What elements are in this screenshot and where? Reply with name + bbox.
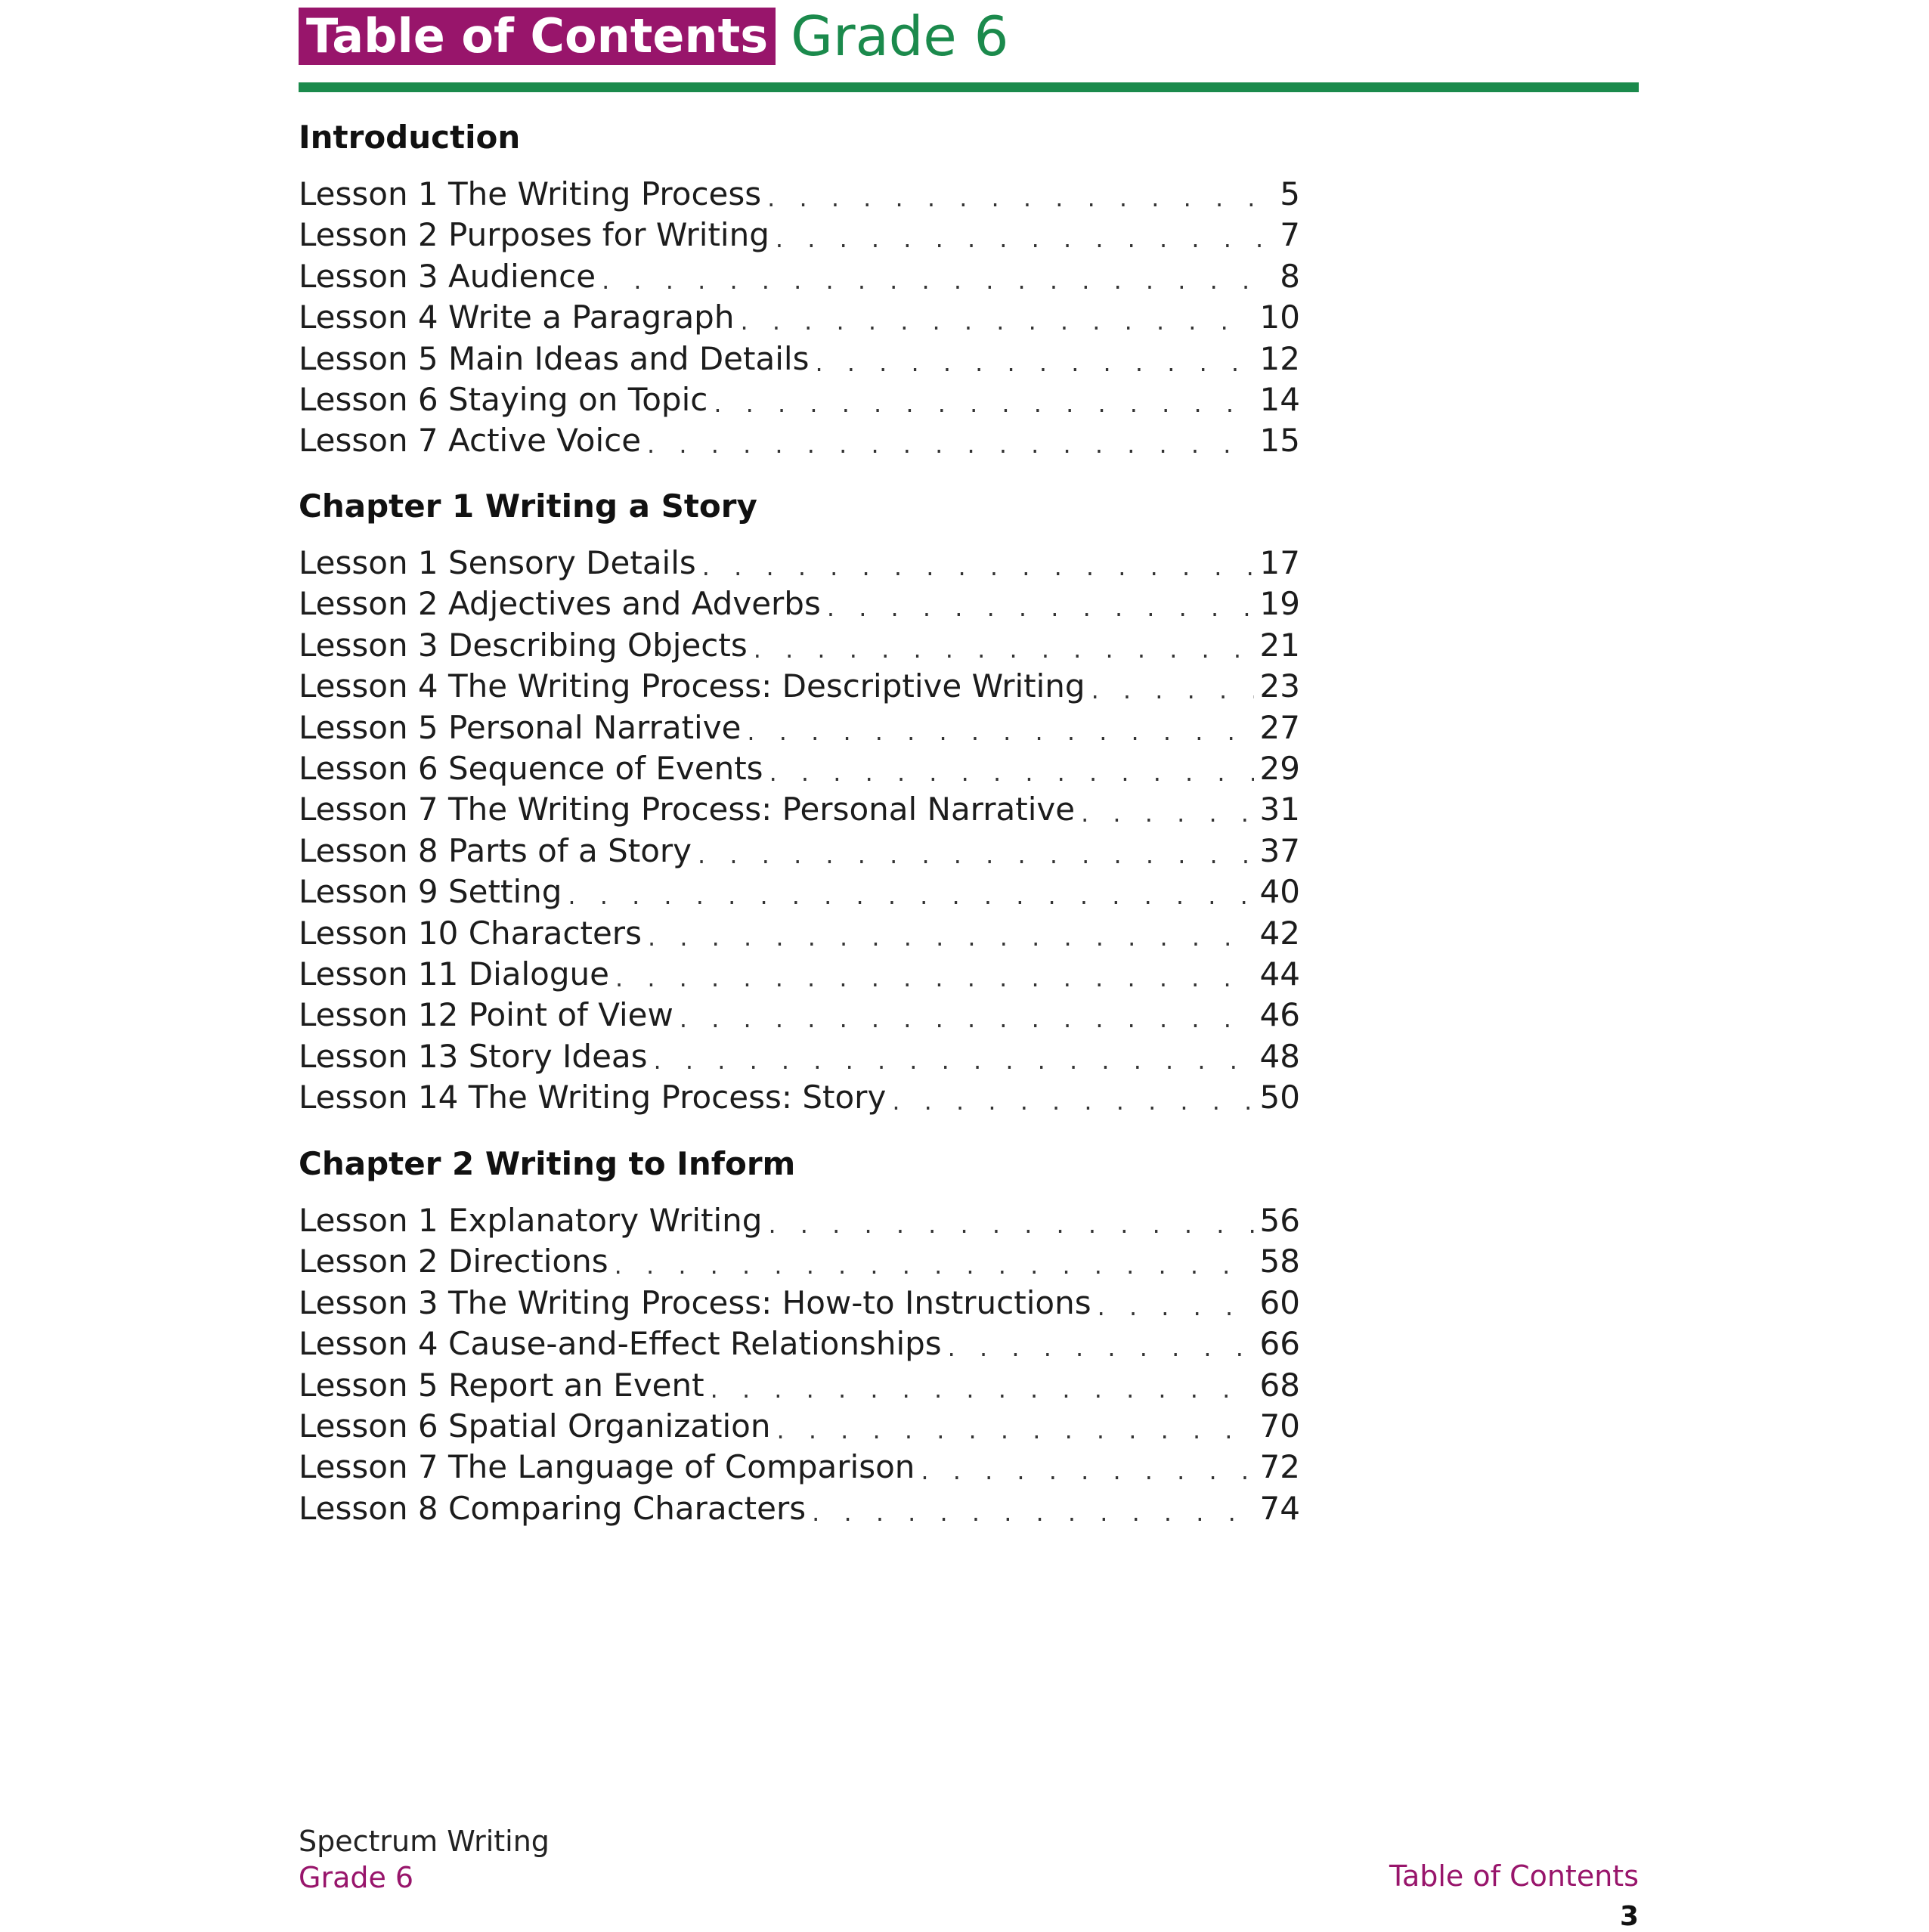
footer-book-title: Spectrum Writing bbox=[299, 1825, 550, 1858]
toc-entry-label: Lesson 2 Directions bbox=[299, 1243, 608, 1280]
toc-entry-label: Lesson 8 Parts of a Story bbox=[299, 831, 692, 869]
toc-entry-label: Lesson 12 Point of View bbox=[299, 996, 673, 1034]
toc-entry bbox=[299, 256, 1300, 297]
dot-leader bbox=[714, 387, 1253, 420]
toc-entry bbox=[299, 1283, 1300, 1324]
toc-entry-label: Lesson 4 The Writing Process: Descriptive Writing bbox=[299, 667, 1085, 705]
toc-entry-label: Lesson 13 Story Ideas bbox=[299, 1037, 648, 1075]
toc-entry-page: 14 bbox=[1259, 381, 1300, 418]
toc-entry-label: Lesson 4 Cause-and-Effect Relationships bbox=[299, 1325, 942, 1363]
toc-entry-page: 19 bbox=[1259, 585, 1300, 623]
toc-entry bbox=[299, 748, 1300, 789]
dot-leader bbox=[892, 1085, 1253, 1118]
toc-entry-page: 5 bbox=[1280, 175, 1300, 212]
toc-entry-page: 56 bbox=[1259, 1202, 1300, 1239]
toc-entry-label: Lesson 6 Staying on Topic bbox=[299, 381, 708, 418]
toc-entry bbox=[299, 1488, 1300, 1529]
dot-leader bbox=[698, 838, 1254, 872]
toc-entry bbox=[299, 1200, 1300, 1241]
toc-entry-label: Lesson 1 Explanatory Writing bbox=[299, 1202, 763, 1239]
dot-leader bbox=[654, 1044, 1254, 1077]
dot-leader bbox=[776, 222, 1264, 255]
toc-entry-label: Lesson 5 Personal Narrative bbox=[299, 708, 742, 746]
toc-entry-label: Lesson 11 Dialogue bbox=[299, 955, 609, 992]
dot-leader bbox=[754, 633, 1254, 666]
toc-entry-page: 40 bbox=[1259, 873, 1300, 911]
dot-leader bbox=[680, 1002, 1254, 1036]
toc-entry-label: Lesson 6 Spatial Organization bbox=[299, 1407, 771, 1444]
header-rule bbox=[299, 82, 1639, 92]
toc-entry-page: 42 bbox=[1259, 914, 1300, 952]
toc-entry bbox=[299, 420, 1300, 461]
dot-leader bbox=[602, 264, 1264, 297]
footer-section-title: Table of Contents bbox=[1389, 1859, 1639, 1893]
toc-entry-label: Lesson 6 Sequence of Events bbox=[299, 750, 763, 787]
toc-entry-label: Lesson 5 Report an Event bbox=[299, 1366, 704, 1404]
dot-leader bbox=[702, 550, 1254, 584]
toc-entry-page: 70 bbox=[1259, 1407, 1300, 1444]
toc-entry bbox=[299, 954, 1300, 995]
toc-entry-page: 37 bbox=[1259, 831, 1300, 869]
toc-entry-page: 27 bbox=[1259, 708, 1300, 746]
dot-leader bbox=[1098, 1290, 1254, 1324]
dot-leader bbox=[740, 305, 1253, 338]
toc-entry-page: 74 bbox=[1259, 1489, 1300, 1527]
toc-entry-label: Lesson 3 Audience bbox=[299, 257, 596, 295]
toc-entry bbox=[299, 543, 1300, 584]
toc-entry-label: Lesson 7 The Writing Process: Personal Narrative bbox=[299, 791, 1076, 828]
toc-entry-label: Lesson 9 Setting bbox=[299, 873, 562, 911]
dot-leader bbox=[921, 1454, 1253, 1488]
toc-entry bbox=[299, 913, 1300, 954]
dot-leader bbox=[768, 1208, 1253, 1241]
section-heading: Chapter 2 Writing to Inform bbox=[299, 1145, 796, 1182]
section-heading: Introduction bbox=[299, 119, 521, 156]
toc-entry bbox=[299, 379, 1300, 420]
dot-leader bbox=[615, 961, 1254, 995]
dot-leader bbox=[711, 1373, 1254, 1406]
toc-entry bbox=[299, 625, 1300, 666]
dot-leader bbox=[568, 879, 1253, 912]
toc-entry bbox=[299, 174, 1300, 215]
toc-entry-page: 7 bbox=[1280, 216, 1300, 254]
toc-entry bbox=[299, 789, 1300, 830]
footer-grade: Grade 6 bbox=[299, 1861, 414, 1894]
toc-entry-label: Lesson 3 The Writing Process: How-to Instructions bbox=[299, 1283, 1091, 1321]
dot-leader bbox=[948, 1331, 1254, 1364]
toc-entry-label: Lesson 8 Comparing Characters bbox=[299, 1489, 807, 1527]
toc-entry-label: Lesson 5 Main Ideas and Details bbox=[299, 339, 810, 377]
toc-entry-page: 17 bbox=[1259, 544, 1300, 581]
toc-entry bbox=[299, 831, 1300, 872]
toc-entry-page: 12 bbox=[1259, 339, 1300, 377]
toc-entry bbox=[299, 297, 1300, 338]
dot-leader bbox=[1081, 797, 1253, 830]
dot-leader bbox=[776, 1413, 1253, 1447]
toc-entry-page: 10 bbox=[1259, 299, 1300, 336]
toc-entry-page: 48 bbox=[1259, 1037, 1300, 1075]
toc-entry-label: Lesson 10 Characters bbox=[299, 914, 642, 952]
toc-entry bbox=[299, 666, 1300, 707]
toc-entry-label: Lesson 7 The Language of Comparison bbox=[299, 1448, 915, 1486]
toc-entry-page: 60 bbox=[1259, 1283, 1300, 1321]
dot-leader bbox=[647, 428, 1254, 461]
toc-entry-page: 31 bbox=[1259, 791, 1300, 828]
toc-entry-page: 23 bbox=[1259, 667, 1300, 705]
toc-entry-page: 66 bbox=[1259, 1325, 1300, 1363]
toc-entry-label: Lesson 3 Describing Objects bbox=[299, 626, 748, 664]
footer-left bbox=[299, 1823, 550, 1896]
toc-entry-label: Lesson 1 The Writing Process bbox=[299, 175, 762, 212]
toc-entry-page: 29 bbox=[1259, 750, 1300, 787]
toc-entry-label: Lesson 2 Purposes for Writing bbox=[299, 216, 769, 254]
page-number: 3 bbox=[1619, 1901, 1639, 1932]
toc-entry-page: 50 bbox=[1259, 1079, 1300, 1116]
section-heading: Chapter 1 Writing a Story bbox=[299, 488, 757, 525]
dot-leader bbox=[767, 181, 1264, 215]
page-header bbox=[299, 6, 1008, 67]
toc-entry-page: 15 bbox=[1259, 422, 1300, 460]
toc-entry-label: Lesson 7 Active Voice bbox=[299, 422, 642, 460]
toc-entry-page: 72 bbox=[1259, 1448, 1300, 1486]
toc-entry bbox=[299, 1036, 1300, 1077]
toc-entry-page: 46 bbox=[1259, 996, 1300, 1034]
toc-entry bbox=[299, 1077, 1300, 1118]
dot-leader bbox=[648, 921, 1254, 954]
toc-entry-page: 8 bbox=[1280, 257, 1300, 295]
dot-leader bbox=[1091, 673, 1254, 707]
toc-entry bbox=[299, 872, 1300, 912]
toc-entry-label: Lesson 14 The Writing Process: Story bbox=[299, 1079, 887, 1116]
toc-entry-page: 58 bbox=[1259, 1243, 1300, 1280]
toc-entry-page: 21 bbox=[1259, 626, 1300, 664]
dot-leader bbox=[815, 346, 1253, 379]
toc-entry bbox=[299, 584, 1300, 624]
toc-entry bbox=[299, 1406, 1300, 1447]
dot-leader bbox=[812, 1496, 1253, 1529]
page-title: Table of Contents bbox=[299, 8, 776, 65]
dot-leader bbox=[615, 1249, 1254, 1282]
toc-entry-label: Lesson 1 Sensory Details bbox=[299, 544, 696, 581]
toc-entry bbox=[299, 215, 1300, 255]
dot-leader bbox=[769, 756, 1254, 789]
toc-entry bbox=[299, 1324, 1300, 1364]
toc-entry bbox=[299, 707, 1300, 748]
toc-entry bbox=[299, 1447, 1300, 1488]
toc-entry bbox=[299, 1365, 1300, 1406]
dot-leader bbox=[747, 715, 1253, 748]
dot-leader bbox=[827, 591, 1254, 624]
toc-entry-page: 44 bbox=[1259, 955, 1300, 992]
toc-entry bbox=[299, 339, 1300, 379]
toc-entry bbox=[299, 1241, 1300, 1282]
grade-label: Grade 6 bbox=[791, 5, 1009, 68]
toc-entry-label: Lesson 2 Adjectives and Adverbs bbox=[299, 585, 821, 623]
toc-entry-page: 68 bbox=[1259, 1366, 1300, 1404]
toc-entry-label: Lesson 4 Write a Paragraph bbox=[299, 299, 735, 336]
toc-entry bbox=[299, 995, 1300, 1036]
